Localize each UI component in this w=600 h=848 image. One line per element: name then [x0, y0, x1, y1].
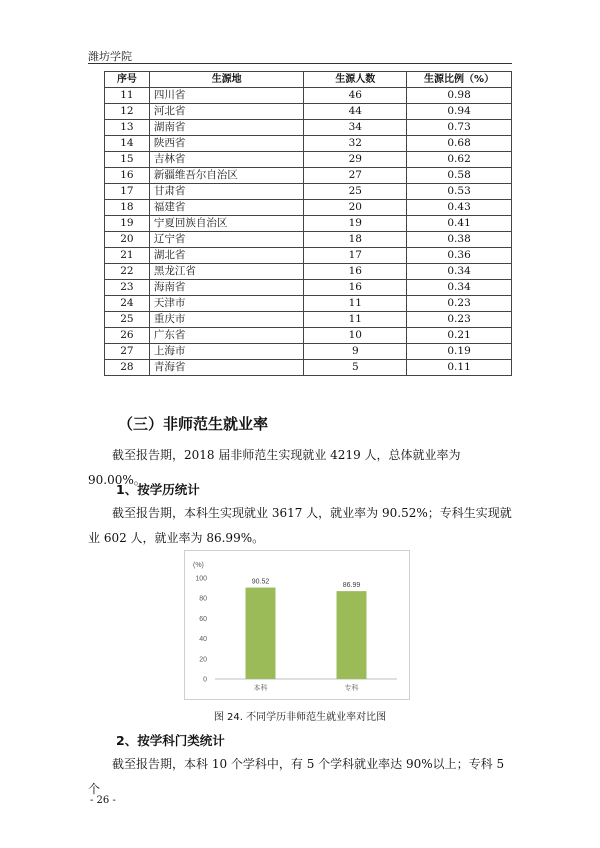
- degree-paragraph: 截至报告期，本科生实现就业 3617 人，就业率为 90.52%；专科生实现就业 602 人，就业率为 86.99%。: [88, 506, 512, 545]
- cell-index: 26: [105, 328, 150, 344]
- col-header-count: 生源人数: [304, 72, 407, 88]
- cell-ratio: 0.11: [407, 360, 512, 376]
- table-row: [105, 200, 512, 216]
- cell-count: 11: [304, 312, 407, 328]
- cell-ratio: 0.34: [407, 280, 512, 296]
- cell-count: 16: [304, 264, 407, 280]
- table-row: [105, 88, 512, 104]
- cell-origin: 海南省: [149, 280, 304, 296]
- cell-origin: 上海市: [149, 344, 304, 360]
- cell-origin: 青海省: [149, 360, 304, 376]
- cell-count: 32: [304, 136, 407, 152]
- cell-origin: 吉林省: [149, 152, 304, 168]
- chart-svg: [185, 551, 409, 699]
- employment-chart: [184, 550, 410, 700]
- cell-ratio: 0.21: [407, 328, 512, 344]
- cell-count: 29: [304, 152, 407, 168]
- cell-index: 13: [105, 120, 150, 136]
- col-header-origin: 生源地: [149, 72, 304, 88]
- cell-ratio: 0.41: [407, 216, 512, 232]
- cell-origin: 宁夏回族自治区: [149, 216, 304, 232]
- cell-ratio: 0.94: [407, 104, 512, 120]
- cell-count: 44: [304, 104, 407, 120]
- x-tick-label: 专科: [344, 684, 359, 692]
- cell-origin: 湖南省: [149, 120, 304, 136]
- y-tick-label: 60: [199, 615, 207, 623]
- table-row: [105, 184, 512, 200]
- cell-ratio: 0.58: [407, 168, 512, 184]
- cell-origin: 天津市: [149, 296, 304, 312]
- y-tick-label: 0: [203, 676, 207, 684]
- cell-index: 21: [105, 248, 150, 264]
- cell-index: 19: [105, 216, 150, 232]
- cell-origin: 黑龙江省: [149, 264, 304, 280]
- cell-ratio: 0.68: [407, 136, 512, 152]
- running-header: 潍坊学院: [88, 50, 132, 63]
- cell-origin: 湖北省: [149, 248, 304, 264]
- table-row: [105, 360, 512, 376]
- table-row: [105, 104, 512, 120]
- table-row: [105, 296, 512, 312]
- cell-ratio: 0.62: [407, 152, 512, 168]
- table-body: [105, 88, 512, 376]
- cell-count: 27: [304, 168, 407, 184]
- cell-origin: 河北省: [149, 104, 304, 120]
- sub-heading-degree: 1、按学历统计: [116, 482, 200, 497]
- table-row: [105, 168, 512, 184]
- cell-ratio: 0.98: [407, 88, 512, 104]
- y-tick-label: 100: [195, 575, 207, 583]
- cell-count: 10: [304, 328, 407, 344]
- cell-count: 18: [304, 232, 407, 248]
- cell-count: 34: [304, 120, 407, 136]
- cell-origin: 陕西省: [149, 136, 304, 152]
- cell-ratio: 0.23: [407, 296, 512, 312]
- cell-count: 5: [304, 360, 407, 376]
- cell-index: 20: [105, 232, 150, 248]
- intro-paragraph: 截至报告期，2018 届非师范生实现就业 4219 人，总体就业率为 90.00%。: [88, 448, 461, 487]
- cell-index: 22: [105, 264, 150, 280]
- cell-index: 16: [105, 168, 150, 184]
- cell-count: 46: [304, 88, 407, 104]
- cell-count: 11: [304, 296, 407, 312]
- cell-index: 27: [105, 344, 150, 360]
- discipline-paragraph: 截至报告期，本科 10 个学科中，有 5 个学科就业率达 90%以上；专科 5 个: [88, 757, 505, 796]
- col-header-ratio: 生源比例（%）: [407, 72, 512, 88]
- cell-ratio: 0.53: [407, 184, 512, 200]
- cell-count: 19: [304, 216, 407, 232]
- cell-ratio: 0.19: [407, 344, 512, 360]
- table-row: [105, 232, 512, 248]
- cell-count: 17: [304, 248, 407, 264]
- cell-index: 14: [105, 136, 150, 152]
- page-number: - 26 -: [90, 795, 116, 806]
- y-tick-label: 40: [199, 636, 207, 644]
- table-row: [105, 280, 512, 296]
- cell-origin: 辽宁省: [149, 232, 304, 248]
- cell-index: 28: [105, 360, 150, 376]
- table-row: [105, 248, 512, 264]
- cell-origin: 新疆维吾尔自治区: [149, 168, 304, 184]
- col-header-index: 序号: [105, 72, 150, 88]
- bar-junior-college: [337, 591, 367, 679]
- cell-ratio: 0.23: [407, 312, 512, 328]
- table-row: [105, 264, 512, 280]
- cell-index: 11: [105, 88, 150, 104]
- cell-origin: 甘肃省: [149, 184, 304, 200]
- cell-ratio: 0.34: [407, 264, 512, 280]
- y-tick-label: 80: [199, 595, 207, 603]
- table-row: [105, 344, 512, 360]
- cell-origin: 重庆市: [149, 312, 304, 328]
- cell-index: 17: [105, 184, 150, 200]
- chart-unit-label: (%): [193, 562, 204, 569]
- source-table: [104, 71, 512, 376]
- cell-count: 16: [304, 280, 407, 296]
- section-heading: （三）非师范生就业率: [118, 415, 269, 433]
- cell-index: 15: [105, 152, 150, 168]
- figure-caption: 图 24. 不同学历非师范生就业率对比图: [213, 712, 387, 723]
- table-row: [105, 152, 512, 168]
- cell-origin: 四川省: [149, 88, 304, 104]
- bar-value-label: 90.52: [251, 578, 270, 586]
- table-row: [105, 136, 512, 152]
- table-row: [105, 120, 512, 136]
- cell-count: 25: [304, 184, 407, 200]
- cell-ratio: 0.73: [407, 120, 512, 136]
- cell-index: 12: [105, 104, 150, 120]
- cell-ratio: 0.43: [407, 200, 512, 216]
- table-header-row: [105, 72, 512, 88]
- table-row: [105, 312, 512, 328]
- header-rule: [88, 63, 512, 64]
- cell-count: 9: [304, 344, 407, 360]
- x-tick-label: 本科: [253, 684, 268, 692]
- cell-origin: 福建省: [149, 200, 304, 216]
- cell-ratio: 0.36: [407, 248, 512, 264]
- bar-value-label: 86.99: [342, 582, 361, 590]
- cell-index: 23: [105, 280, 150, 296]
- cell-index: 25: [105, 312, 150, 328]
- sub-heading-discipline: 2、按学科门类统计: [116, 733, 225, 748]
- bar-undergrad: [246, 588, 276, 679]
- cell-count: 20: [304, 200, 407, 216]
- cell-origin: 广东省: [149, 328, 304, 344]
- table-row: [105, 216, 512, 232]
- y-tick-label: 20: [199, 656, 207, 664]
- cell-ratio: 0.38: [407, 232, 512, 248]
- cell-index: 18: [105, 200, 150, 216]
- cell-index: 24: [105, 296, 150, 312]
- table-row: [105, 328, 512, 344]
